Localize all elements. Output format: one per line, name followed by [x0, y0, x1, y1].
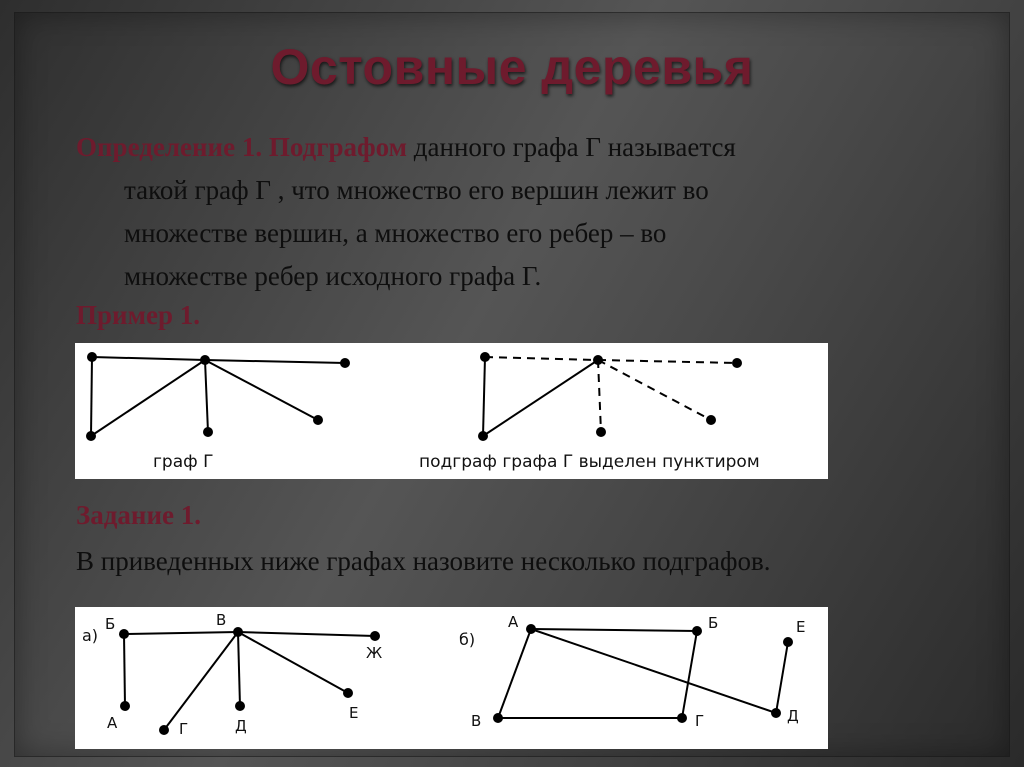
subgraph-dashed-edges — [485, 357, 737, 432]
graph-b-label: б) — [459, 630, 476, 649]
graph-a-vertex-label: Е — [349, 704, 359, 722]
graph-b-edges — [498, 629, 788, 718]
definition-line2: такой граф Г , что множество его вершин лежит во — [124, 175, 709, 205]
definition-block — [76, 126, 956, 298]
task-label: Задание 1. — [76, 500, 202, 530]
graph-b-vertex-label: В — [471, 712, 482, 730]
definition-term: Подграфом — [268, 132, 408, 162]
graph-b-vertices — [493, 624, 793, 723]
graph-a-label: а) — [82, 626, 99, 645]
graph-a-vertices — [119, 627, 383, 735]
graph-b-vertex-label: Е — [796, 618, 806, 636]
example-panel — [75, 343, 828, 479]
caption-subgraph: подграф графа Г выделен пунктиром — [419, 452, 760, 472]
graph-b-vertex-label: Б — [708, 614, 719, 632]
example-graphs — [75, 343, 828, 479]
graph-a-edges — [124, 632, 375, 730]
task-text: В приведенных ниже графах назовите несколько подграфов. — [76, 546, 771, 576]
definition-line3: множестве вершин, а множество его ребер – во — [124, 218, 667, 248]
graph-b-vertex-label: Д — [787, 707, 799, 725]
definition-line1: данного графа Г называется — [407, 132, 736, 162]
caption-graph: граф Г — [153, 452, 214, 472]
graph-g-vertices — [86, 352, 350, 441]
graph-b-vertex-label: Г — [695, 712, 705, 730]
graph-a-vertex-label: Г — [179, 720, 189, 738]
subgraph-solid-edges — [483, 357, 598, 436]
graph-a-vertex-label: Ж — [366, 644, 383, 662]
task-panel — [75, 607, 828, 749]
example-label: Пример 1. — [76, 300, 200, 330]
subgraph-vertices — [478, 352, 742, 441]
definition-label: Определение 1. — [76, 132, 263, 162]
graph-a-vertex-label: А — [107, 714, 118, 732]
graph-a-vertex-label: Б — [105, 615, 116, 633]
definition-line4: множестве ребер исходного графа Г. — [124, 261, 542, 291]
graph-b-vertex-label: А — [508, 613, 519, 631]
task-graphs — [75, 607, 828, 749]
graph-g — [91, 357, 345, 436]
slide-title: Остовные деревья — [270, 39, 754, 95]
graph-a-vertex-label: Д — [235, 717, 247, 735]
graph-a-vertex-label: В — [216, 611, 227, 629]
